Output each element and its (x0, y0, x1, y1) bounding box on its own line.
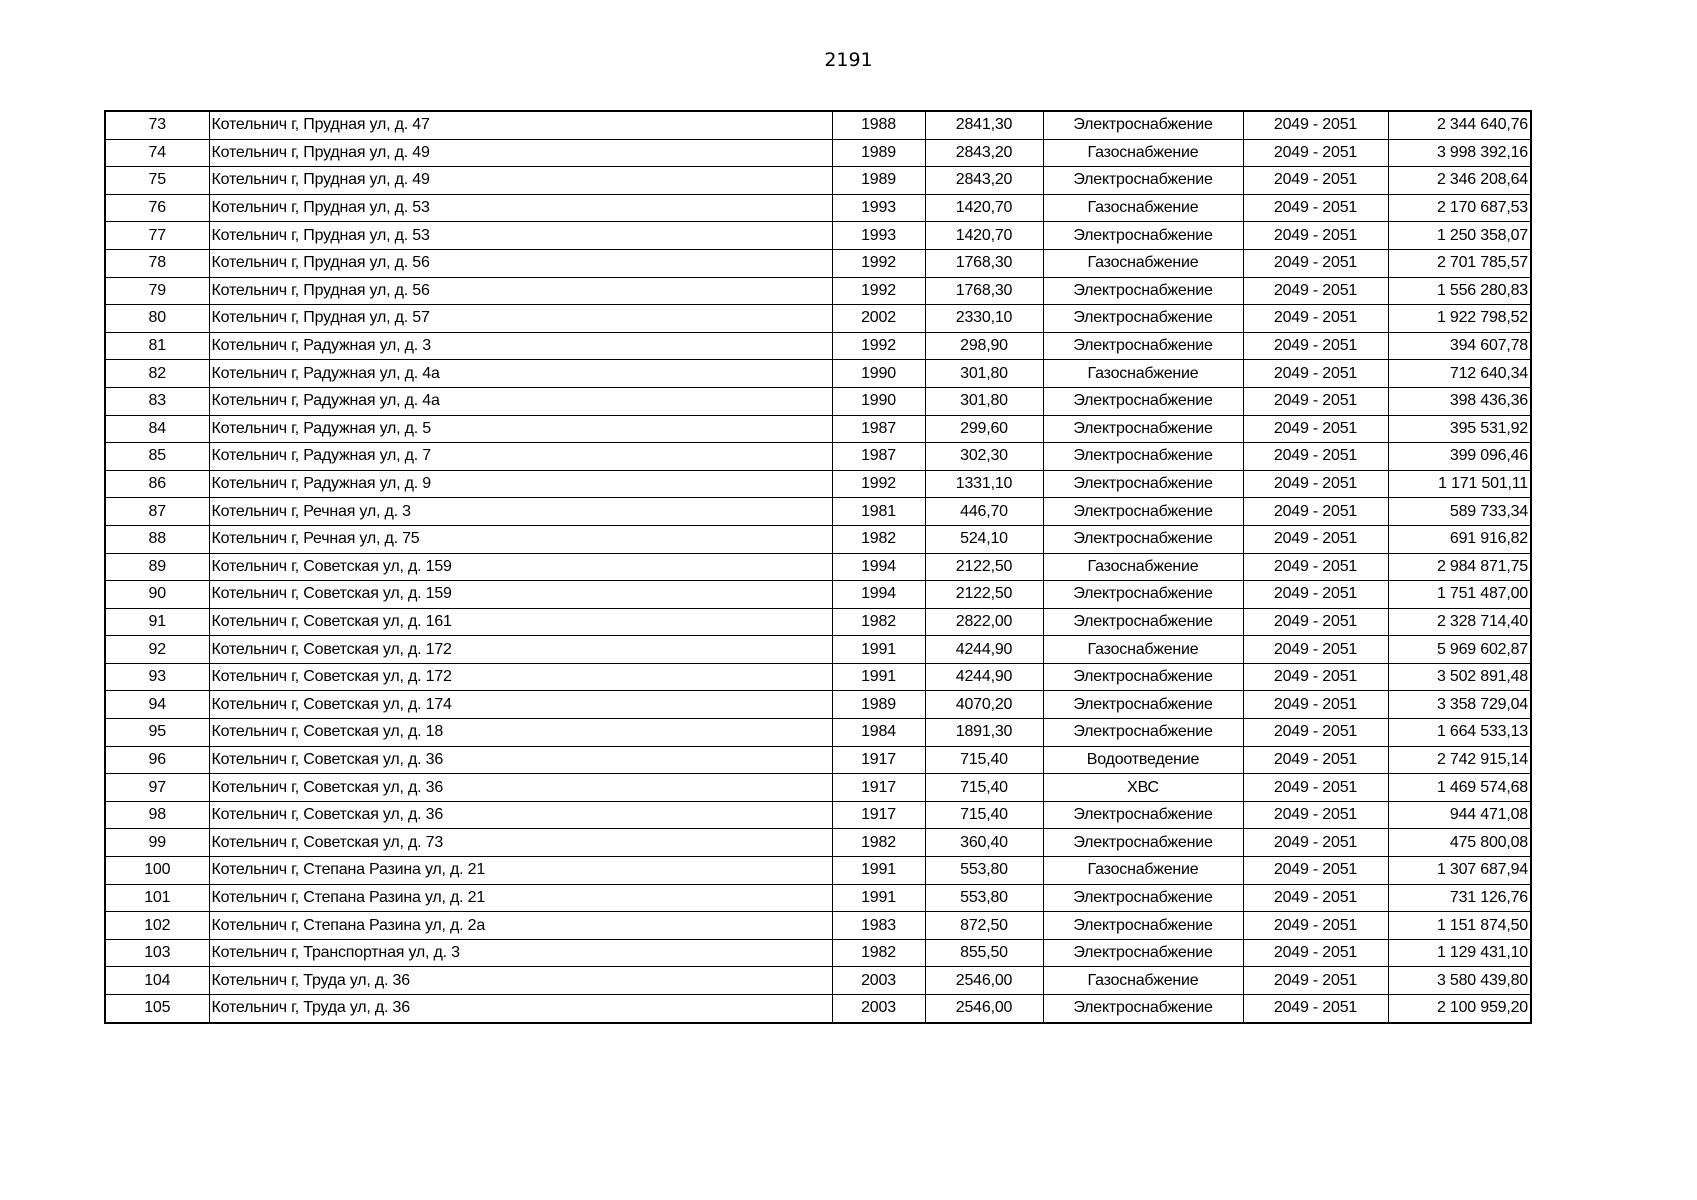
area-cell: 298,90 (925, 332, 1043, 360)
address-cell: Котельнич г, Радужная ул, д. 5 (209, 415, 832, 443)
area-cell: 2330,10 (925, 305, 1043, 333)
service-cell: Электроснабжение (1043, 470, 1243, 498)
period-cell: 2049 - 2051 (1243, 636, 1388, 664)
row-number: 73 (105, 111, 209, 139)
period-cell: 2049 - 2051 (1243, 277, 1388, 305)
year-cell: 1994 (832, 553, 925, 581)
service-cell: Электроснабжение (1043, 581, 1243, 609)
service-cell: Электроснабжение (1043, 222, 1243, 250)
address-cell: Котельнич г, Советская ул, д. 174 (209, 691, 832, 719)
row-number: 92 (105, 636, 209, 664)
area-cell: 2843,20 (925, 167, 1043, 195)
year-cell: 2003 (832, 995, 925, 1023)
address-cell: Котельнич г, Прудная ул, д. 49 (209, 167, 832, 195)
address-cell: Котельнич г, Прудная ул, д. 47 (209, 111, 832, 139)
cost-cell: 2 100 959,20 (1388, 995, 1531, 1023)
row-number: 91 (105, 608, 209, 636)
cost-cell: 395 531,92 (1388, 415, 1531, 443)
service-cell: Электроснабжение (1043, 801, 1243, 829)
address-cell: Котельнич г, Советская ул, д. 172 (209, 663, 832, 691)
service-cell: Электроснабжение (1043, 884, 1243, 912)
address-cell: Котельнич г, Речная ул, д. 3 (209, 498, 832, 526)
area-cell: 4244,90 (925, 663, 1043, 691)
cost-cell: 394 607,78 (1388, 332, 1531, 360)
address-cell: Котельнич г, Советская ул, д. 159 (209, 581, 832, 609)
period-cell: 2049 - 2051 (1243, 194, 1388, 222)
row-number: 90 (105, 581, 209, 609)
period-cell: 2049 - 2051 (1243, 470, 1388, 498)
period-cell: 2049 - 2051 (1243, 581, 1388, 609)
service-cell: Электроснабжение (1043, 415, 1243, 443)
year-cell: 1989 (832, 691, 925, 719)
period-cell: 2049 - 2051 (1243, 249, 1388, 277)
period-cell: 2049 - 2051 (1243, 415, 1388, 443)
period-cell: 2049 - 2051 (1243, 553, 1388, 581)
year-cell: 1992 (832, 249, 925, 277)
period-cell: 2049 - 2051 (1243, 912, 1388, 940)
row-number: 98 (105, 801, 209, 829)
row-number: 103 (105, 939, 209, 967)
area-cell: 553,80 (925, 884, 1043, 912)
period-cell: 2049 - 2051 (1243, 443, 1388, 471)
year-cell: 1917 (832, 801, 925, 829)
table-row (105, 967, 1531, 995)
cost-cell: 589 733,34 (1388, 498, 1531, 526)
table-row (105, 525, 1531, 553)
service-cell: Газоснабжение (1043, 636, 1243, 664)
table-row (105, 801, 1531, 829)
service-cell: Электроснабжение (1043, 691, 1243, 719)
service-cell: Электроснабжение (1043, 387, 1243, 415)
address-cell: Котельнич г, Советская ул, д. 18 (209, 719, 832, 747)
row-number: 100 (105, 857, 209, 885)
period-cell: 2049 - 2051 (1243, 774, 1388, 802)
area-cell: 2841,30 (925, 111, 1043, 139)
year-cell: 1993 (832, 222, 925, 250)
row-number: 89 (105, 553, 209, 581)
table-row (105, 360, 1531, 388)
cost-cell: 944 471,08 (1388, 801, 1531, 829)
year-cell: 1991 (832, 884, 925, 912)
address-cell: Котельнич г, Прудная ул, д. 53 (209, 222, 832, 250)
area-cell: 302,30 (925, 443, 1043, 471)
area-cell: 872,50 (925, 912, 1043, 940)
area-cell: 4244,90 (925, 636, 1043, 664)
table-row (105, 995, 1531, 1023)
period-cell: 2049 - 2051 (1243, 801, 1388, 829)
address-cell: Котельнич г, Прудная ул, д. 49 (209, 139, 832, 167)
year-cell: 1991 (832, 636, 925, 664)
area-cell: 2546,00 (925, 995, 1043, 1023)
year-cell: 1988 (832, 111, 925, 139)
address-cell: Котельнич г, Степана Разина ул, д. 2а (209, 912, 832, 940)
year-cell: 1992 (832, 332, 925, 360)
cost-cell: 731 126,76 (1388, 884, 1531, 912)
service-cell: Электроснабжение (1043, 719, 1243, 747)
area-cell: 2546,00 (925, 967, 1043, 995)
cost-cell: 1 151 874,50 (1388, 912, 1531, 940)
row-number: 80 (105, 305, 209, 333)
service-cell: Газоснабжение (1043, 967, 1243, 995)
address-cell: Котельнич г, Речная ул, д. 75 (209, 525, 832, 553)
period-cell: 2049 - 2051 (1243, 222, 1388, 250)
year-cell: 1982 (832, 608, 925, 636)
cost-cell: 2 344 640,76 (1388, 111, 1531, 139)
table-row (105, 663, 1531, 691)
service-cell: Газоснабжение (1043, 139, 1243, 167)
service-cell: Электроснабжение (1043, 608, 1243, 636)
area-cell: 1420,70 (925, 194, 1043, 222)
area-cell: 301,80 (925, 360, 1043, 388)
row-number: 99 (105, 829, 209, 857)
cost-cell: 5 969 602,87 (1388, 636, 1531, 664)
year-cell: 1987 (832, 443, 925, 471)
cost-cell: 691 916,82 (1388, 525, 1531, 553)
period-cell: 2049 - 2051 (1243, 305, 1388, 333)
address-cell: Котельнич г, Прудная ул, д. 56 (209, 277, 832, 305)
year-cell: 1990 (832, 360, 925, 388)
address-cell: Котельнич г, Радужная ул, д. 4а (209, 387, 832, 415)
table-row (105, 636, 1531, 664)
service-cell: ХВС (1043, 774, 1243, 802)
year-cell: 1990 (832, 387, 925, 415)
period-cell: 2049 - 2051 (1243, 332, 1388, 360)
area-cell: 524,10 (925, 525, 1043, 553)
cost-cell: 398 436,36 (1388, 387, 1531, 415)
service-cell: Электроснабжение (1043, 663, 1243, 691)
cost-cell: 2 170 687,53 (1388, 194, 1531, 222)
address-cell: Котельнич г, Советская ул, д. 73 (209, 829, 832, 857)
year-cell: 1917 (832, 774, 925, 802)
address-cell: Котельнич г, Прудная ул, д. 53 (209, 194, 832, 222)
area-cell: 2822,00 (925, 608, 1043, 636)
period-cell: 2049 - 2051 (1243, 967, 1388, 995)
cost-cell: 1 751 487,00 (1388, 581, 1531, 609)
area-cell: 299,60 (925, 415, 1043, 443)
area-cell: 1420,70 (925, 222, 1043, 250)
year-cell: 1994 (832, 581, 925, 609)
service-cell: Газоснабжение (1043, 249, 1243, 277)
area-cell: 2843,20 (925, 139, 1043, 167)
row-number: 84 (105, 415, 209, 443)
table-row (105, 249, 1531, 277)
year-cell: 1992 (832, 277, 925, 305)
table-row (105, 857, 1531, 885)
table-row (105, 939, 1531, 967)
period-cell: 2049 - 2051 (1243, 167, 1388, 195)
row-number: 78 (105, 249, 209, 277)
cost-cell: 1 307 687,94 (1388, 857, 1531, 885)
service-cell: Электроснабжение (1043, 332, 1243, 360)
area-cell: 360,40 (925, 829, 1043, 857)
area-cell: 715,40 (925, 746, 1043, 774)
cost-cell: 2 984 871,75 (1388, 553, 1531, 581)
area-cell: 2122,50 (925, 581, 1043, 609)
period-cell: 2049 - 2051 (1243, 111, 1388, 139)
table-row (105, 277, 1531, 305)
service-cell: Электроснабжение (1043, 939, 1243, 967)
row-number: 74 (105, 139, 209, 167)
table-row (105, 829, 1531, 857)
cost-cell: 2 346 208,64 (1388, 167, 1531, 195)
address-cell: Котельнич г, Труда ул, д. 36 (209, 967, 832, 995)
year-cell: 1989 (832, 139, 925, 167)
row-number: 88 (105, 525, 209, 553)
address-cell: Котельнич г, Прудная ул, д. 56 (209, 249, 832, 277)
service-cell: Газоснабжение (1043, 553, 1243, 581)
period-cell: 2049 - 2051 (1243, 139, 1388, 167)
table-row (105, 719, 1531, 747)
period-cell: 2049 - 2051 (1243, 498, 1388, 526)
table-row (105, 139, 1531, 167)
table-row (105, 111, 1531, 139)
address-cell: Котельнич г, Радужная ул, д. 9 (209, 470, 832, 498)
service-cell: Электроснабжение (1043, 912, 1243, 940)
page-number: 2191 (824, 49, 873, 71)
row-number: 79 (105, 277, 209, 305)
row-number: 77 (105, 222, 209, 250)
year-cell: 1993 (832, 194, 925, 222)
table-row (105, 746, 1531, 774)
year-cell: 1982 (832, 939, 925, 967)
period-cell: 2049 - 2051 (1243, 884, 1388, 912)
period-cell: 2049 - 2051 (1243, 829, 1388, 857)
service-cell: Водоотведение (1043, 746, 1243, 774)
table-row (105, 581, 1531, 609)
year-cell: 1984 (832, 719, 925, 747)
year-cell: 1982 (832, 829, 925, 857)
row-number: 81 (105, 332, 209, 360)
cost-cell: 2 328 714,40 (1388, 608, 1531, 636)
service-cell: Газоснабжение (1043, 194, 1243, 222)
area-cell: 2122,50 (925, 553, 1043, 581)
table-row (105, 498, 1531, 526)
service-cell: Электроснабжение (1043, 277, 1243, 305)
area-cell: 1331,10 (925, 470, 1043, 498)
cost-cell: 1 664 533,13 (1388, 719, 1531, 747)
cost-cell: 2 701 785,57 (1388, 249, 1531, 277)
table-row (105, 443, 1531, 471)
registry-table (104, 110, 1532, 1024)
area-cell: 1768,30 (925, 277, 1043, 305)
row-number: 105 (105, 995, 209, 1023)
service-cell: Электроснабжение (1043, 443, 1243, 471)
address-cell: Котельнич г, Советская ул, д. 36 (209, 746, 832, 774)
period-cell: 2049 - 2051 (1243, 387, 1388, 415)
year-cell: 1917 (832, 746, 925, 774)
row-number: 87 (105, 498, 209, 526)
area-cell: 715,40 (925, 801, 1043, 829)
period-cell: 2049 - 2051 (1243, 360, 1388, 388)
service-cell: Электроснабжение (1043, 111, 1243, 139)
address-cell: Котельнич г, Советская ул, д. 161 (209, 608, 832, 636)
service-cell: Электроснабжение (1043, 498, 1243, 526)
cost-cell: 1 922 798,52 (1388, 305, 1531, 333)
table-row (105, 608, 1531, 636)
period-cell: 2049 - 2051 (1243, 525, 1388, 553)
year-cell: 1989 (832, 167, 925, 195)
period-cell: 2049 - 2051 (1243, 857, 1388, 885)
area-cell: 446,70 (925, 498, 1043, 526)
cost-cell: 1 250 358,07 (1388, 222, 1531, 250)
service-cell: Электроснабжение (1043, 305, 1243, 333)
period-cell: 2049 - 2051 (1243, 691, 1388, 719)
service-cell: Газоснабжение (1043, 857, 1243, 885)
area-cell: 301,80 (925, 387, 1043, 415)
cost-cell: 475 800,08 (1388, 829, 1531, 857)
cost-cell: 1 469 574,68 (1388, 774, 1531, 802)
row-number: 83 (105, 387, 209, 415)
area-cell: 1768,30 (925, 249, 1043, 277)
year-cell: 1982 (832, 525, 925, 553)
row-number: 93 (105, 663, 209, 691)
address-cell: Котельнич г, Советская ул, д. 36 (209, 801, 832, 829)
row-number: 85 (105, 443, 209, 471)
table-row (105, 553, 1531, 581)
area-cell: 4070,20 (925, 691, 1043, 719)
table-row (105, 691, 1531, 719)
table-row (105, 774, 1531, 802)
period-cell: 2049 - 2051 (1243, 939, 1388, 967)
cost-cell: 3 580 439,80 (1388, 967, 1531, 995)
table-row (105, 167, 1531, 195)
cost-cell: 3 998 392,16 (1388, 139, 1531, 167)
cost-cell: 1 171 501,11 (1388, 470, 1531, 498)
year-cell: 1992 (832, 470, 925, 498)
area-cell: 715,40 (925, 774, 1043, 802)
row-number: 76 (105, 194, 209, 222)
year-cell: 1991 (832, 663, 925, 691)
table-row (105, 470, 1531, 498)
row-number: 95 (105, 719, 209, 747)
period-cell: 2049 - 2051 (1243, 608, 1388, 636)
period-cell: 2049 - 2051 (1243, 995, 1388, 1023)
cost-cell: 1 129 431,10 (1388, 939, 1531, 967)
row-number: 97 (105, 774, 209, 802)
address-cell: Котельнич г, Труда ул, д. 36 (209, 995, 832, 1023)
year-cell: 1991 (832, 857, 925, 885)
row-number: 104 (105, 967, 209, 995)
address-cell: Котельнич г, Советская ул, д. 36 (209, 774, 832, 802)
year-cell: 1983 (832, 912, 925, 940)
address-cell: Котельнич г, Степана Разина ул, д. 21 (209, 857, 832, 885)
table-row (105, 912, 1531, 940)
area-cell: 1891,30 (925, 719, 1043, 747)
service-cell: Газоснабжение (1043, 360, 1243, 388)
cost-cell: 2 742 915,14 (1388, 746, 1531, 774)
address-cell: Котельнич г, Степана Разина ул, д. 21 (209, 884, 832, 912)
address-cell: Котельнич г, Радужная ул, д. 7 (209, 443, 832, 471)
area-cell: 855,50 (925, 939, 1043, 967)
row-number: 82 (105, 360, 209, 388)
service-cell: Электроснабжение (1043, 829, 1243, 857)
row-number: 96 (105, 746, 209, 774)
table-body (105, 111, 1531, 1023)
row-number: 94 (105, 691, 209, 719)
cost-cell: 399 096,46 (1388, 443, 1531, 471)
year-cell: 1987 (832, 415, 925, 443)
table-row (105, 415, 1531, 443)
service-cell: Электроснабжение (1043, 525, 1243, 553)
cost-cell: 3 358 729,04 (1388, 691, 1531, 719)
address-cell: Котельнич г, Радужная ул, д. 3 (209, 332, 832, 360)
row-number: 102 (105, 912, 209, 940)
service-cell: Электроснабжение (1043, 167, 1243, 195)
table-row (105, 387, 1531, 415)
row-number: 86 (105, 470, 209, 498)
cost-cell: 712 640,34 (1388, 360, 1531, 388)
year-cell: 2003 (832, 967, 925, 995)
table-row (105, 194, 1531, 222)
year-cell: 1981 (832, 498, 925, 526)
table-row (105, 222, 1531, 250)
address-cell: Котельнич г, Советская ул, д. 172 (209, 636, 832, 664)
table-row (105, 884, 1531, 912)
address-cell: Котельнич г, Радужная ул, д. 4а (209, 360, 832, 388)
service-cell: Электроснабжение (1043, 995, 1243, 1023)
cost-cell: 3 502 891,48 (1388, 663, 1531, 691)
period-cell: 2049 - 2051 (1243, 746, 1388, 774)
year-cell: 2002 (832, 305, 925, 333)
row-number: 101 (105, 884, 209, 912)
address-cell: Котельнич г, Прудная ул, д. 57 (209, 305, 832, 333)
address-cell: Котельнич г, Советская ул, д. 159 (209, 553, 832, 581)
row-number: 75 (105, 167, 209, 195)
table-row (105, 332, 1531, 360)
area-cell: 553,80 (925, 857, 1043, 885)
table-row (105, 305, 1531, 333)
address-cell: Котельнич г, Транспортная ул, д. 3 (209, 939, 832, 967)
period-cell: 2049 - 2051 (1243, 719, 1388, 747)
period-cell: 2049 - 2051 (1243, 663, 1388, 691)
cost-cell: 1 556 280,83 (1388, 277, 1531, 305)
